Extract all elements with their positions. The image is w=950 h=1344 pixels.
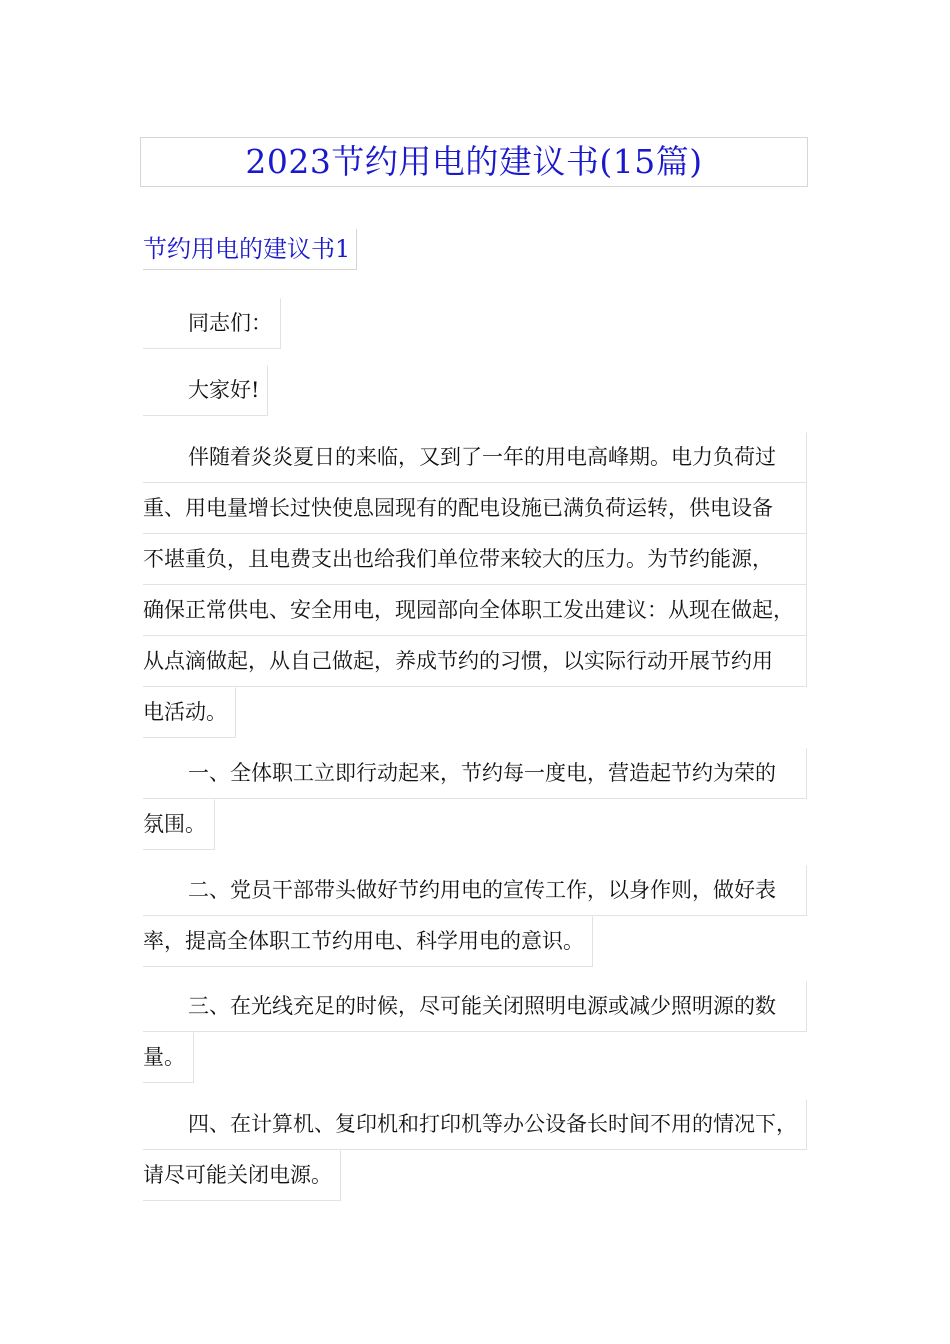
- paragraph-line: 重、用电量增长过快使息园现有的配电设施已满负荷运转，供电设备: [143, 483, 807, 534]
- paragraph-line: 氛围。: [143, 799, 215, 850]
- paragraph-line: 从点滴做起，从自己做起，养成节约的习惯，以实际行动开展节约用: [143, 636, 807, 687]
- paragraph-line: 二、党员干部带头做好节约用电的宣传工作，以身作则，做好表: [143, 865, 807, 916]
- paragraph-line: 不堪重负，且电费支出也给我们单位带来较大的压力。为节约能源，: [143, 534, 807, 585]
- document-title: 2023节约用电的建议书(15篇): [245, 142, 703, 181]
- section-heading: 节约用电的建议书1: [143, 229, 357, 270]
- paragraph-line: 同志们：: [143, 298, 281, 349]
- paragraph-greeting: [143, 298, 807, 349]
- paragraph-line: 电活动。: [143, 687, 236, 738]
- paragraph-item-2: [143, 865, 807, 967]
- paragraph-line: 一、全体职工立即行动起来，节约每一度电，营造起节约为荣的: [143, 748, 807, 799]
- paragraph-line: 量。: [143, 1032, 194, 1083]
- paragraph-line: 请尽可能关闭电源。: [143, 1150, 341, 1201]
- paragraph-line: 确保正常供电、安全用电，现园部向全体职工发出建议：从现在做起，: [143, 585, 807, 636]
- paragraph-salutation: [143, 365, 807, 416]
- paragraph-item-4: [143, 1099, 807, 1201]
- paragraph-line: 大家好!: [143, 365, 268, 416]
- paragraph-item-3: [143, 981, 807, 1083]
- paragraph-line: 伴随着炎炎夏日的来临，又到了一年的用电高峰期。电力负荷过: [143, 432, 807, 483]
- paragraph-line: 四、在计算机、复印机和打印机等办公设备长时间不用的情况下，: [143, 1099, 807, 1150]
- paragraph-line: 率，提高全体职工节约用电、科学用电的意识。: [143, 916, 593, 967]
- paragraph-item-1: [143, 748, 807, 850]
- paragraph-intro: [143, 432, 807, 738]
- title-box: [140, 137, 808, 187]
- paragraph-line: 三、在光线充足的时候，尽可能关闭照明电源或减少照明源的数: [143, 981, 807, 1032]
